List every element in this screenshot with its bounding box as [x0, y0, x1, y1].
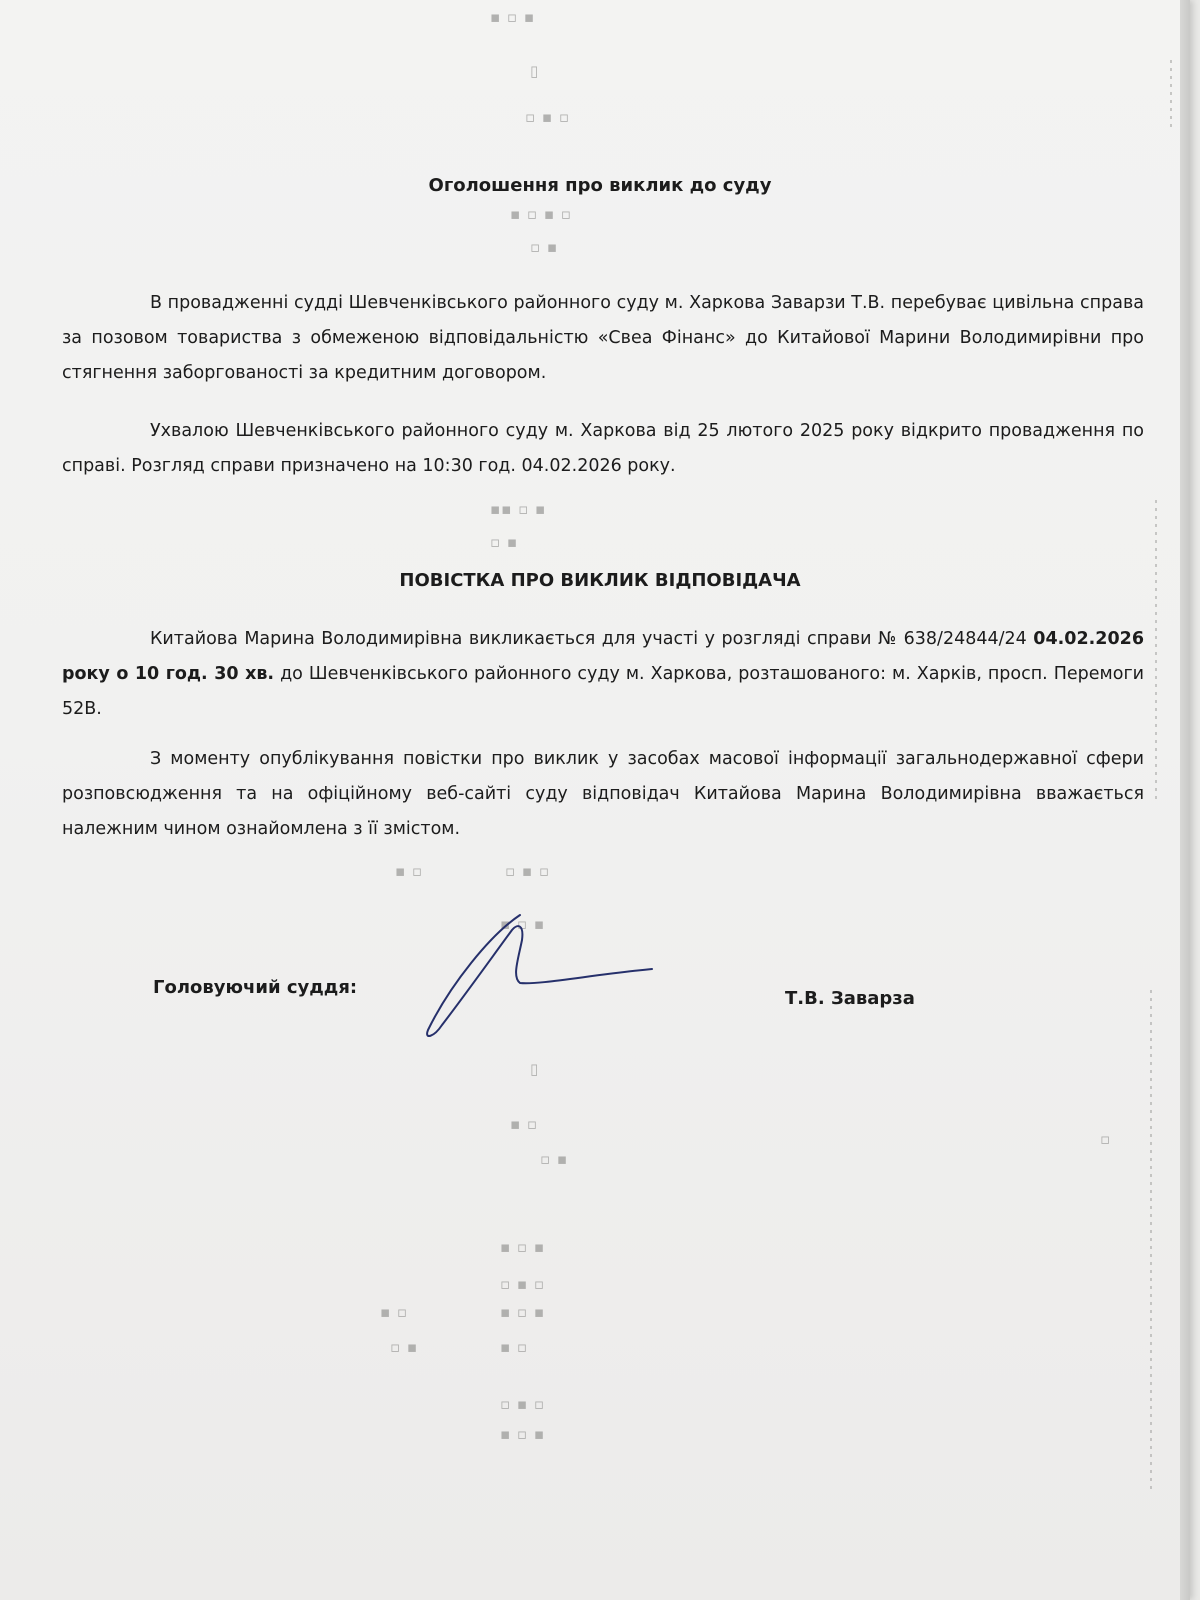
ruling-paragraph: Ухвалою Шевченківського районного суду м. Харкова від 25 лютого 2025 року відкрито провадження по справі. Розгляд справи призначено на 10:30 год. 04.02.2026 року.: [62, 421, 1144, 476]
bleed-through-mark: ▪▪ ▫ ▪: [490, 500, 547, 518]
bleed-through-mark: ▫ ▪ ▫: [525, 108, 571, 126]
intro-paragraph: В провадженні судді Шевченківського районного суду м. Харкова Заварзи Т.В. перебуває цивільна справа за позовом товариства з обмеженою відповідальністю «Свеа Фінанс» до Китайової Марини Володимирівни про стягнення заборгованості за кредитним договором.: [62, 293, 1144, 383]
bleed-through-mark: ▪ ▫: [380, 1303, 409, 1321]
edge-mark: [1170, 60, 1172, 130]
bleed-through-mark: ▫ ▪ ▫: [500, 1275, 546, 1293]
bleed-through-mark: ▫ ▪: [390, 1338, 419, 1356]
handwritten-signature: [420, 905, 660, 1045]
bleed-through-mark: ▫ ▪ ▫: [505, 862, 551, 880]
bleed-through-mark: ▯: [530, 62, 540, 80]
bleed-through-mark: ▫ ▪: [490, 533, 519, 551]
page-edge: [1180, 0, 1190, 1600]
summons-title: ПОВІСТКА ПРО ВИКЛИК ВІДПОВІДАЧА: [399, 570, 801, 591]
bleed-through-mark: ▪ ▫ ▪: [500, 1303, 546, 1321]
bleed-through-mark: ▫ ▪: [530, 238, 559, 256]
bleed-through-mark: ▪ ▫: [395, 862, 424, 880]
bleed-through-mark: ▯: [530, 1060, 540, 1078]
summons-text-part1: Китайова Марина Володимирівна викликається для участі у розгляді справи № 638/24844/24: [150, 629, 1034, 649]
judge-name: Т.В. Заварза: [785, 988, 915, 1009]
summons-text-part2: до Шевченківського районного суду м. Харкова, розташованого: м. Харків, просп. Перемоги 52В.: [62, 664, 1145, 719]
bleed-through-mark: ▫: [1100, 1130, 1112, 1148]
signature-label: Головуючий суддя:: [153, 977, 358, 998]
bleed-through-mark: ▫ ▪ ▫: [500, 1395, 546, 1413]
page-title: Оголошення про виклик до суду: [428, 175, 772, 196]
bleed-through-mark: ▪ ▫ ▪ ▫: [510, 205, 572, 223]
bleed-through-mark: ▫ ▪: [540, 1150, 569, 1168]
bleed-through-mark: ▪ ▫ ▪: [490, 8, 536, 26]
hearing-datetime: 04.02.2026 року о 10 год. 30 хв.: [62, 629, 1144, 684]
notice-paragraph: З моменту опублікування повістки про виклик у засобах масової інформації загальнодержавної сфери розповсюдження та на офіційному веб-сайті суду відповідач Китайова Марина Володимирівна вважається належним чином ознайомлена з її змістом.: [62, 749, 1144, 839]
edge-mark: [1150, 990, 1152, 1490]
bleed-through-mark: ▪ ▫ ▪: [500, 1425, 546, 1443]
bleed-through-mark: ▪ ▫: [500, 1338, 529, 1356]
bleed-through-mark: ▪ ▫ ▪: [500, 1238, 546, 1256]
bleed-through-mark: ▪ ▫ ▪: [500, 915, 546, 933]
edge-mark: [1155, 500, 1157, 800]
bleed-through-mark: ▪ ▫: [510, 1115, 539, 1133]
summons-paragraph: [62, 622, 1144, 727]
